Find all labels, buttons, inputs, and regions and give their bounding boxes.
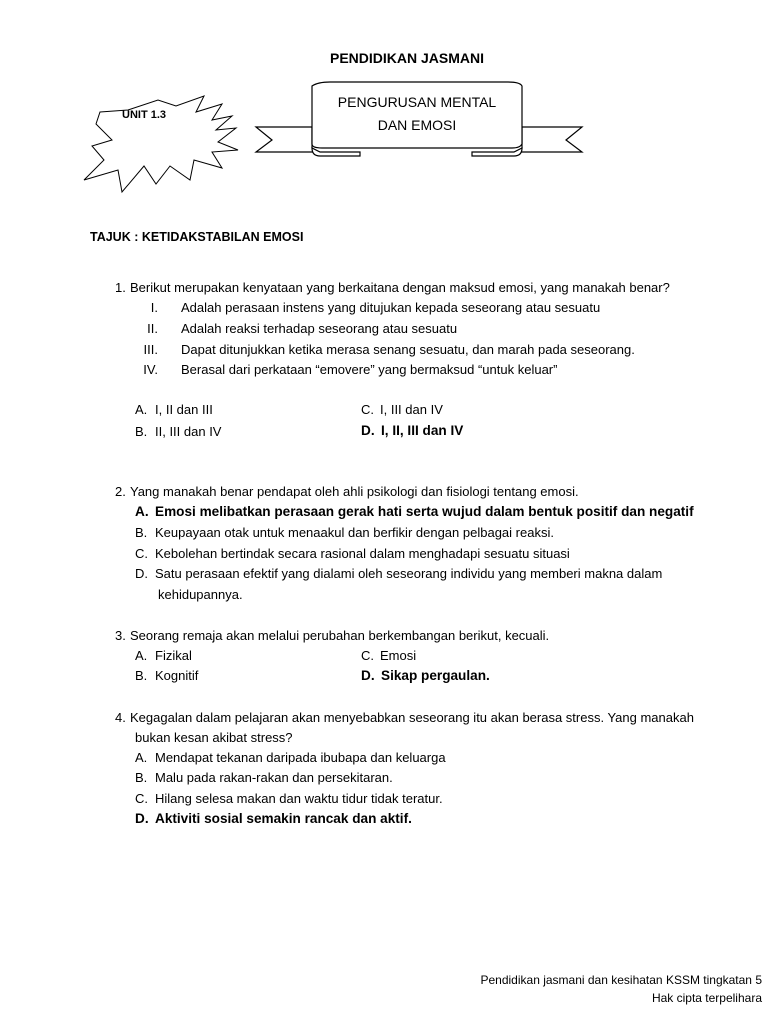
q2-option-text: Emosi melibatkan perasaan gerak hati serta wujud dalam bentuk positif dan negatif	[155, 504, 694, 519]
q3-option-text: Fizikal	[155, 648, 192, 663]
unit-label: UNIT 1.3	[122, 109, 167, 121]
q3-option-text: Sikap pergaulan.	[381, 668, 490, 683]
q1-item-roman: IV.	[143, 362, 158, 377]
q3-option-text: Emosi	[380, 648, 417, 663]
banner-title-line2: DAN EMOSI	[377, 117, 457, 133]
q1-item-roman: I.	[150, 300, 158, 315]
q3-option-text: Kognitif	[155, 668, 199, 683]
q2-option-letter: B.	[135, 525, 148, 540]
q1-option-letter: A.	[135, 402, 148, 417]
q1-option-text: I, III dan IV	[380, 402, 443, 417]
q2-text: Yang manakah benar pendapat oleh ahli psikologi dan fisiologi tentang emosi.	[130, 484, 579, 499]
q4-option-letter: B.	[135, 770, 148, 785]
q1-item-text: Adalah reaksi terhadap seseorang atau sesuatu	[181, 321, 458, 336]
q4-option-text: Aktiviti sosial semakin rancak dan aktif.	[155, 811, 412, 826]
footer-line2: Hak cipta terpelihara	[651, 991, 762, 1005]
footer-line1: Pendidikan jasmani dan kesihatan KSSM tingkatan 5	[480, 973, 762, 987]
q2-option-letter: A.	[135, 504, 149, 519]
q2-option-letter: C.	[135, 546, 148, 561]
q4-option-text: Mendapat tekanan daripada ibubapa dan keluarga	[155, 750, 446, 765]
q4-option-text: Malu pada rakan-rakan dan persekitaran.	[155, 770, 393, 785]
q1-item-text: Adalah perasaan instens yang ditujukan kepada seseorang atau sesuatu	[181, 300, 601, 315]
q2-option-text: Kebolehan bertindak secara rasional dalam menghadapi sesuatu situasi	[155, 546, 570, 561]
banner-title-line1: PENGURUSAN MENTAL	[337, 94, 497, 110]
q1-item-roman: II.	[147, 321, 158, 336]
q1-number: 1.	[115, 280, 126, 295]
q1-item-roman: III.	[143, 342, 158, 357]
q3-option-letter: B.	[135, 668, 148, 683]
q2-option-text: Keupayaan otak untuk menaakul dan berfikir dengan pelbagai reaksi.	[155, 525, 554, 540]
q4-option-text: Hilang selesa makan dan waktu tidur tidak teratur.	[155, 791, 443, 806]
q4-text: Kegagalan dalam pelajaran akan menyebabkan seseorang itu akan berasa stress. Yang manakah	[130, 710, 694, 725]
page-title: PENDIDIKAN JASMANI	[330, 50, 485, 66]
q1-option-text: II, III dan IV	[155, 424, 222, 439]
q4-text-continued: bukan kesan akibat stress?	[135, 730, 293, 745]
q3-option-letter: C.	[361, 648, 374, 663]
q4-option-letter: C.	[135, 791, 148, 806]
q1-option-text: I, II dan III	[155, 402, 213, 417]
q4-number: 4.	[115, 710, 126, 725]
q3-option-letter: D.	[361, 668, 375, 683]
q1-text: Berikut merupakan kenyataan yang berkaitana dengan maksud emosi, yang manakah benar?	[130, 280, 670, 295]
q2-number: 2.	[115, 484, 126, 499]
q2-option-text: Satu perasaan efektif yang dialami oleh seseorang individu yang memberi makna dalam	[155, 566, 663, 581]
q1-option-letter: C.	[361, 402, 374, 417]
q1-option-text: I, II, III dan IV	[381, 423, 464, 438]
q1-option-letter: D.	[361, 423, 375, 438]
q1-item-text: Berasal dari perkataan “emovere” yang bermaksud “untuk keluar”	[181, 362, 558, 377]
topic-heading: TAJUK : KETIDAKSTABILAN EMOSI	[90, 230, 304, 244]
header-graphics	[0, 0, 768, 230]
q2-option-text-continued: kehidupannya.	[158, 587, 243, 602]
q4-option-letter: D.	[135, 811, 149, 826]
q3-text: Seorang remaja akan melalui perubahan berkembangan berikut, kecuali.	[130, 628, 550, 643]
q4-option-letter: A.	[135, 750, 148, 765]
q1-option-letter: B.	[135, 424, 148, 439]
q3-number: 3.	[115, 628, 126, 643]
q3-option-letter: A.	[135, 648, 148, 663]
q1-item-text: Dapat ditunjukkan ketika merasa senang sesuatu, dan marah pada seseorang.	[181, 342, 635, 357]
q2-option-letter: D.	[135, 566, 148, 581]
